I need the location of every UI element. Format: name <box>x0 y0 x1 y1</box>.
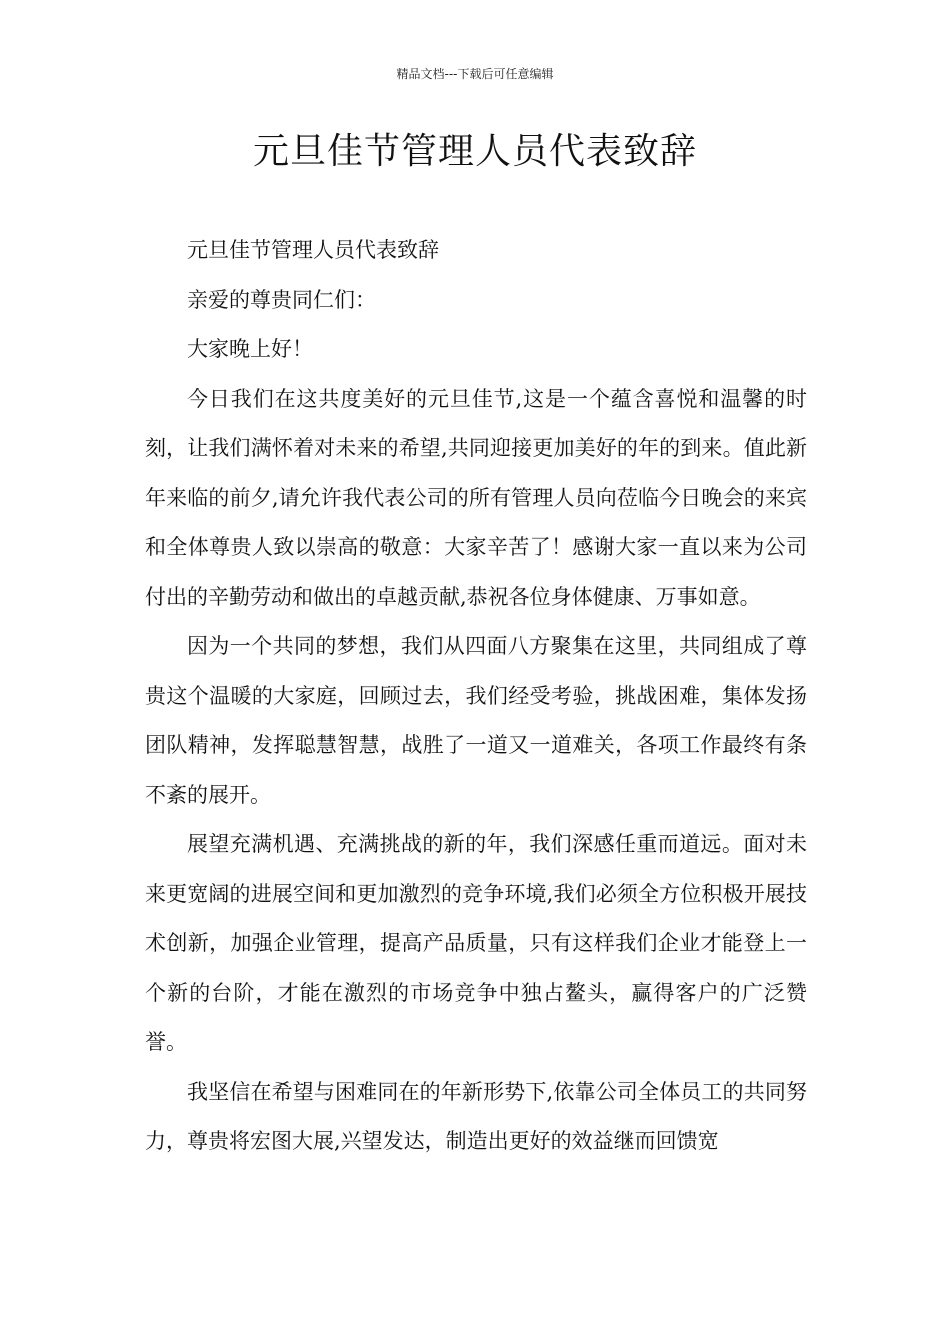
paragraph-salutation: 亲爱的尊贵同仁们： <box>187 287 376 312</box>
document-title: 元旦佳节管理人员代表致辞 <box>252 131 697 172</box>
paragraph-subtitle: 元旦佳节管理人员代表致辞 <box>187 238 439 262</box>
paragraph-review: 因为一个共同的梦想，我们从四面八方聚集在这里，共同组成了尊贵这个温暖的大家庭，回顾过去，我们经受考验，挑战困难，集体发扬团队精神，发挥聪慧智慧，战胜了一道又一道难关，各项工作最终有条不紊的展开。 <box>145 634 807 807</box>
header-note: 精品文档---下载后可任意编辑 <box>396 67 554 81</box>
paragraph-opening: 今日我们在这共度美好的元旦佳节,这是一个蕴含喜悦和温馨的时刻，让我们满怀着对未来的希望,共同迎接更加美好的年的到来。值此新年来临的前夕,请允许我代表公司的所有管理人员向莅临今日晚会的来宾和全体尊贵人致以崇高的敬意：大家辛苦了！感谢大家一直以来为公司付出的辛勤劳动和做出的卓越贡献,恭祝各位身体健康、万事如意。 <box>145 386 807 609</box>
paragraph-greeting: 大家晚上好！ <box>187 337 313 361</box>
document-body <box>145 226 807 1167</box>
paragraph-outlook: 展望充满机遇、充满挑战的新的年，我们深感任重而道远。面对未来更宽阔的进展空间和更加激烈的竞争环境,我们必须全方位积极开展技术创新，加强企业管理，提高产品质量，只有这样我们企业才能登上一个新的台阶，才能在激烈的市场竞争中独占鳌头，赢得客户的广泛赞誉。 <box>145 832 807 1054</box>
paragraph-closing: 我坚信在希望与困难同在的年新形势下,依靠公司全体员工的共同努力，尊贵将宏图大展,兴望发达，制造出更好的效益继而回馈宽 <box>145 1079 807 1153</box>
